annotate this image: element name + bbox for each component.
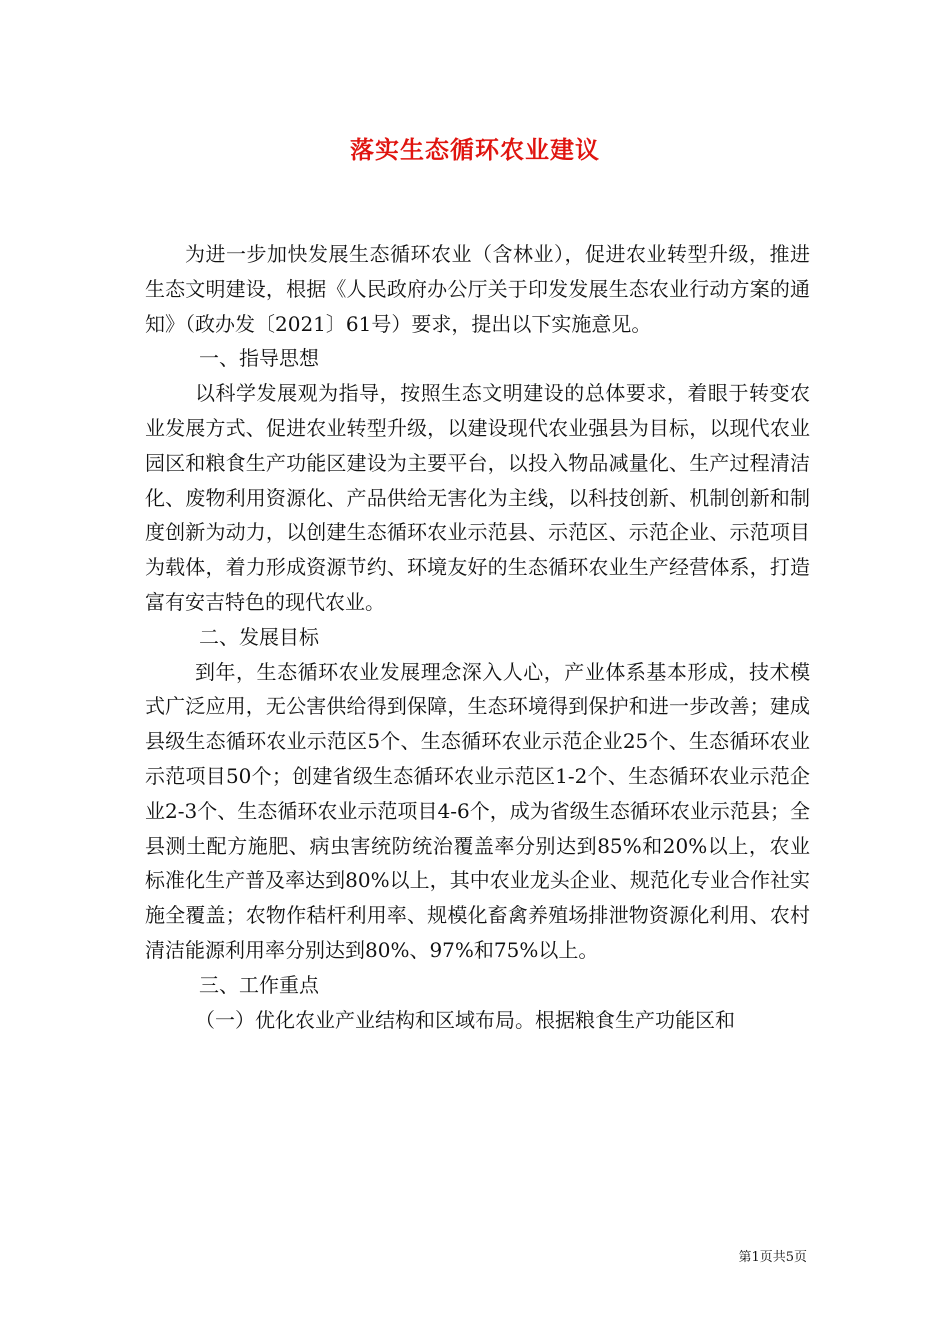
section-heading-guiding-ideology: 一、指导思想 xyxy=(199,346,319,371)
document-title: 落实生态循环农业建议 xyxy=(350,135,600,164)
intro-paragraph: 为进一步加快发展生态循环农业（含林业），促进农业转型升级，推进生态文明建设，根据《人民政府办公厅关于印发发展生态农业行动方案的通知》（政办发〔2021〕61号）要求，提出以下实施意见。 xyxy=(145,242,810,336)
section-heading-work-focus: 三、工作重点 xyxy=(199,972,319,997)
development-goals-paragraph: 到年，生态循环农业发展理念深入人心，产业体系基本形成，技术模式广泛应用，无公害供给得到保障，生态环境得到保护和进一步改善；建成县级生态循环农业示范区5个、生态循环农业示范企业25个、生态循环农业示范项目50个；创建省级生态循环农业示范区1-2个、生态循环农业示范企业2-3个、生态循环农业示范项目4-6个，成为省级生态循环农业示范县；全县测土配方施肥、病虫害统防统治覆盖率分别达到85%和20%以上，农业标准化生产普及率达到80%以上，其中农业龙头企业、规范化专业合作社实施全覆盖；农物作秸杆利用率、规模化畜禽养殖场排泄物资源化利用、农村清洁能源利用率分别达到80%、97%和75%以上。 xyxy=(145,659,810,962)
guiding-ideology-paragraph: 以科学发展观为指导，按照生态文明建设的总体要求，着眼于转变农业发展方式、促进农业转型升级，以建设现代农业强县为目标，以现代农业园区和粮食生产功能区建设为主要平台，以投入物品减量化、生产过程清洁化、废物利用资源化、产品供给无害化为主线，以科技创新、机制创新和制度创新为动力，以创建生态循环农业示范县、示范区、示范企业、示范项目为载体，着力形成资源节约、环境友好的生态循环农业生产经营体系，打造富有安吉特色的现代农业。 xyxy=(145,381,810,614)
document-body xyxy=(145,237,810,1037)
page-number: 第1页共5页 xyxy=(738,1250,807,1265)
work-focus-item-1: （一）优化农业产业结构和区域布局。根据粮食生产功能区和 xyxy=(195,1007,735,1032)
section-heading-development-goals: 二、发展目标 xyxy=(199,624,319,649)
